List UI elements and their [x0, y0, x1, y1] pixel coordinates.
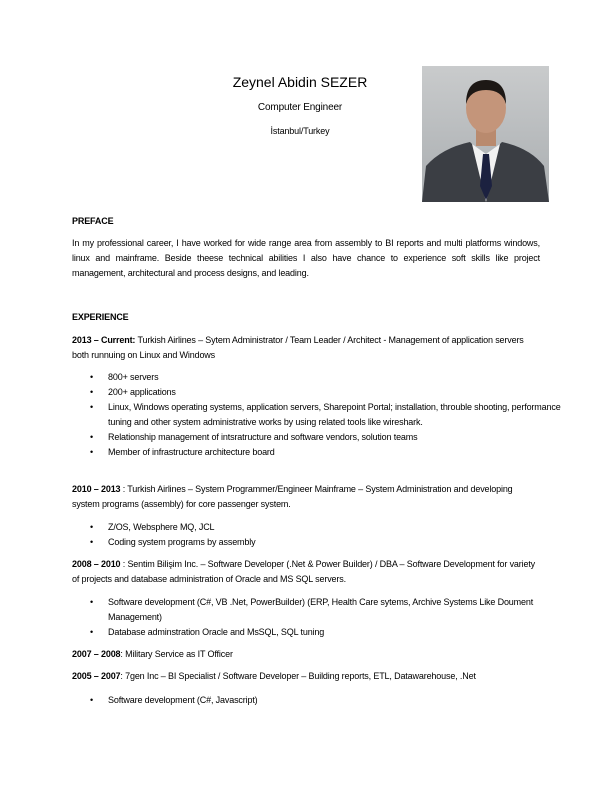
job-bullets	[72, 370, 570, 460]
job-period: 2007 – 2008	[72, 649, 121, 659]
job-description: : Turkish Airlines – System Programmer/Engineer Mainframe – System Administration and developing system programs (assembly) for core passenger system.	[72, 484, 513, 509]
job-description: : Sentim Bilişim Inc. – Software Developer (.Net & Power Builder) / DBA – Software Development for variety of projects and database administration of Oracle and MS SQL servers.	[72, 559, 536, 584]
job-period: 2008 – 2010	[72, 559, 121, 569]
list-item: • Member of infrastructure architecture board	[108, 445, 570, 460]
list-item: • Software development (C#, VB .Net, PowerBuilder) (ERP, Health Care sytems, Archive Systems Like Doument Management)	[108, 595, 570, 625]
preface-heading: PREFACE	[72, 216, 114, 226]
candidate-location: İstanbul/Turkey	[270, 126, 330, 136]
candidate-name: Zeynel Abidin SEZER	[232, 74, 368, 90]
job-entry	[72, 333, 540, 363]
list-item: • Linux, Windows operating systems, application servers, Sharepoint Portal; installation, throuble shooting, performance tuning and other system administrative works by using related tools like wireshark.	[108, 400, 570, 430]
job-description: Turkish Airlines – Sytem Administrator / Team Leader / Architect - Management of application servers both runnuing on Linux and Windows	[72, 335, 524, 360]
job-period: 2005 – 2007	[72, 671, 121, 681]
list-item: • 800+ servers	[108, 370, 570, 385]
job-description: : Military Service as IT Officer	[120, 649, 233, 659]
list-item: • 200+ applications	[108, 385, 570, 400]
job-bullets	[72, 693, 570, 708]
job-description: : 7gen Inc – BI Specialist / Software Developer – Building reports, ETL, Datawarehouse, .Net	[120, 671, 476, 681]
job-bullets	[72, 520, 570, 550]
profile-photo	[422, 66, 549, 202]
job-period: 2010 – 2013	[72, 484, 121, 494]
list-item: • Software development (C#, Javascript)	[108, 693, 570, 708]
experience-heading: EXPERIENCE	[72, 312, 129, 322]
job-period: 2013 – Current:	[72, 335, 136, 345]
list-item: • Relationship management of intsratructure and software vendors, solution teams	[108, 430, 570, 445]
preface-text: In my professional career, I have worked for wide range area from assembly to BI reports and multi platforms windows, linux and mainframe. Beside theese technical abilities I also have chance to experience soft skills like project management, architectural and process designs, and leading.	[72, 238, 540, 278]
list-item: • Z/OS, Websphere MQ, JCL	[108, 520, 570, 535]
job-entry	[72, 647, 540, 662]
job-entry	[72, 557, 540, 587]
job-entry	[72, 482, 540, 512]
list-item: • Coding system programs by assembly	[108, 535, 570, 550]
job-bullets	[72, 595, 570, 640]
list-item: • Database adminstration Oracle and MsSQL, SQL tuning	[108, 625, 570, 640]
candidate-title: Computer Engineer	[257, 102, 343, 113]
job-entry	[72, 669, 540, 684]
